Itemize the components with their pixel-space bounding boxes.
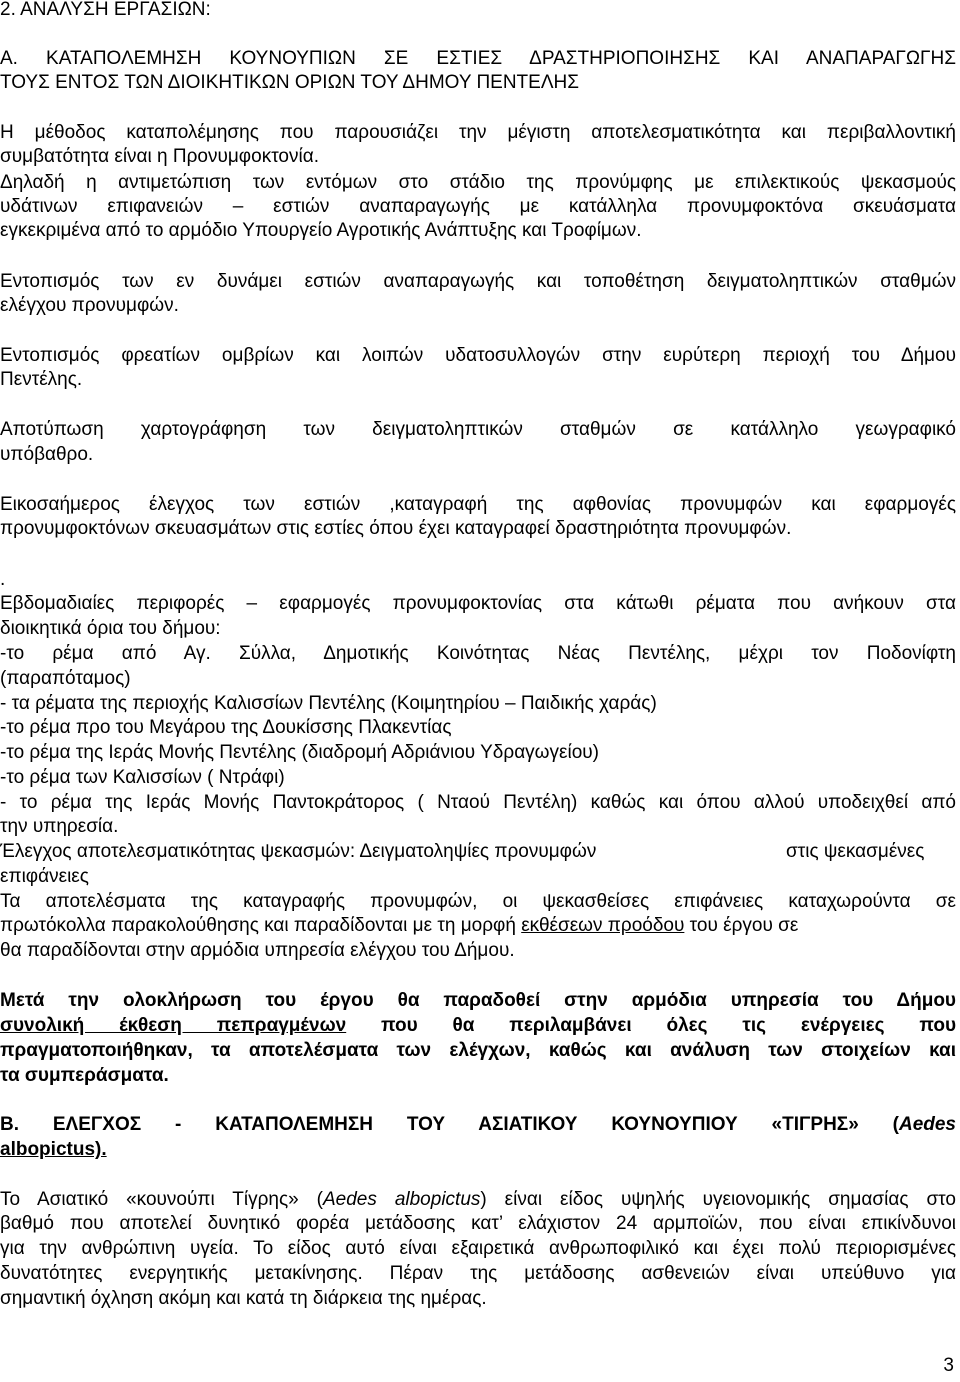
paragraph-line: Αποτύπωση χαρτογράφηση των δειγματοληπτικών σταθμών σε κατάλληλο γεωγραφικό <box>0 419 956 440</box>
paragraph-line: υπόβαθρο. <box>0 444 94 465</box>
paragraph-text: στις ψεκασμένες <box>786 841 925 862</box>
paragraph-line: Δηλαδή η αντιμετώπιση των εντόμων στο στάδιο της προνύμφης με επιλεκτικούς ψεκασμούς <box>0 172 956 193</box>
bold-text: που θα περιλαμβάνει όλες τις ενέργειες που <box>346 1015 956 1036</box>
species-name-italic: Aedes albopictus <box>323 1189 481 1210</box>
section-heading: 2. ΑΝΑΛΥΣΗ ΕΡΓΑΣΙΩΝ: <box>0 0 211 20</box>
underlined-text: εκθέσεων προόδου <box>521 915 685 936</box>
paragraph-line: Η μέθοδος καταπολέμησης που παρουσιάζει την μέγιστη αποτελεσματικότητα και περιβαλλοντική <box>0 122 956 143</box>
paragraph-line: συμβατότητα είναι η Προνυμφοκτονία. <box>0 146 319 167</box>
underlined-text: συνολική έκθεση πεπραγμένων <box>0 1015 347 1036</box>
section-a-title-line-1: Α. ΚΑΤΑΠΟΛΕΜΗΣΗ ΚΟΥΝΟΥΠΙΩΝ ΣΕ ΕΣΤΙΕΣ ΔΡΑΣΤΗΡΙΟΠΟΙΗΣΗΣ ΚΑΙ ΑΝΑΠΑΡΑΓΩΓΗΣ <box>0 48 956 69</box>
paragraph-line: δυνατότητες ενεργητικής μετακίνησης. Πέραν της μετάδοσης ασθενειών είναι υπεύθυνο για <box>0 1263 956 1284</box>
paragraph-line: βαθμό που αποτελεί δυνητικό φορέα μετάδοσης κατ’ ελάχιστον 24 αρμποϊών, που είναι επικίνδυνοι <box>0 1213 956 1234</box>
list-item: -το ρέμα προ του Μεγάρου της Δουκίσσης Πλακεντίας <box>0 717 452 738</box>
bold-paragraph-line: τα συμπεράσματα. <box>0 1065 169 1086</box>
species-name-italic: Aedes <box>898 1114 956 1135</box>
section-b-title-line-2: albopictus). <box>0 1139 107 1160</box>
paragraph-line: διοικητικά όρια του δήμου: <box>0 618 221 639</box>
list-item: (παραπόταμος) <box>0 668 131 689</box>
paragraph-line: ελέγχου προνυμφών. <box>0 295 179 316</box>
paragraph-line: υδάτινων επιφανειών – εστιών αναπαραγωγής με κατάλληλα προνυμφοκτόνα σκευάσματα <box>0 196 956 217</box>
paragraph-line: επιφάνειες <box>0 866 89 887</box>
paragraph-line: Εβδομαδιαίες περιφορές – εφαρμογές προνυμφοκτονίας στα κάτωθι ρέματα που ανήκουν στα <box>0 593 956 614</box>
paragraph-text: ) είναι είδος υψηλής υγειονομικής σημασίας στο <box>480 1189 956 1210</box>
bold-paragraph-line <box>0 1014 956 1038</box>
list-item: - το ρέμα της Ιεράς Μονής Παντοκράτορος ( Νταού Πεντέλη) καθώς και όπου αλλού υποδειχθεί από <box>0 792 956 813</box>
paragraph-line: για την ανθρώπινη υγεία. Το είδος αυτό είναι εξαιρετικά ανθρωποφιλικό και έχει πολύ περιορισμένες <box>0 1238 956 1259</box>
paragraph-line: εγκεκριμένα από το αρμόδιο Υπουργείο Αγροτικής Ανάπτυξης και Τροφίμων. <box>0 220 642 241</box>
list-item: -το ρέμα της Ιεράς Μονής Πεντέλης (διαδρομή Αδριάνιου Υδραγωγείου) <box>0 742 599 763</box>
paragraph-line: Εντοπισμός των εν δυνάμει εστιών αναπαραγωγής και τοποθέτηση δειγματοληπτικών σταθμών <box>0 271 956 292</box>
list-item: - τα ρέματα της περιοχής Καλισσίων Πεντέλης (Κοιμητηρίου – Παιδικής χαράς) <box>0 693 657 714</box>
paragraph-line: προνυμφοκτόνων σκευασμάτων στις εστίες όπου έχει καταγραφεί δραστηριότητα προνυμφών. <box>0 518 792 539</box>
list-item: την υπηρεσία. <box>0 816 119 837</box>
stray-dot: . <box>0 569 6 590</box>
paragraph-line: Τα αποτελέσματα της καταγραφής προνυμφών, οι ψεκασθείσες επιφάνειες καταχωρούντα σε <box>0 891 956 912</box>
list-item: -το ρέμα των Καλισσίων ( Ντράφι) <box>0 767 285 788</box>
bold-paragraph-line: Μετά την ολοκλήρωση του έργου θα παραδοθεί στην αρμόδια υπηρεσία του Δήμου <box>0 990 956 1011</box>
paragraph-text: του έργου σε <box>684 915 799 936</box>
list-item: -το ρέμα από Αγ. Σύλλα, Δημοτικής Κοινότητας Νέας Πεντέλης, μέχρι τον Ποδονίφτη <box>0 643 956 664</box>
paragraph-line <box>0 914 956 938</box>
paragraph-line: σημαντική όχληση ακόμη και κατά τη διάρκεια της ημέρας. <box>0 1288 487 1309</box>
section-b-title-line-1 <box>0 1113 956 1137</box>
bold-paragraph-line: πραγματοποιήθηκαν, τα αποτελέσματα των ελέγχων, καθώς και ανάλυση των στοιχείων και <box>0 1040 956 1061</box>
page-number: 3 <box>943 1355 954 1376</box>
paragraph-line: Πεντέλης. <box>0 369 83 390</box>
paragraph-text: Έλεγχος αποτελεσματικότητας ψεκασμών: Δειγματοληψίες προνυμφών <box>0 841 597 862</box>
paragraph-line: Εικοσαήμερος έλεγχος των εστιών ,καταγραφή της αφθονίας προνυμφών και εφαρμογές <box>0 494 956 515</box>
paragraph-text: Το Ασιατικό «κουνούπι Τίγρης» ( <box>0 1189 323 1210</box>
paragraph-line <box>0 1188 956 1212</box>
section-a-title-line-2: ΤΟΥΣ ΕΝΤΟΣ ΤΩΝ ΔΙΟΙΚΗΤΙΚΩΝ ΟΡΙΩΝ ΤΟΥ ΔΗΜΟΥ ΠΕΝΤΕΛΗΣ <box>0 72 579 93</box>
paragraph-text: πρωτόκολλα παρακολούθησης και παραδίδονται με τη μορφή <box>0 915 522 936</box>
section-b-title-text: Β. ΕΛΕΓΧΟΣ - ΚΑΤΑΠΟΛΕΜΗΣΗ ΤΟΥ ΑΣΙΑΤΙΚΟΥ ΚΟΥΝΟΥΠΙΟΥ «ΤΙΓΡΗΣ» ( <box>0 1114 899 1135</box>
paragraph-line <box>0 840 956 864</box>
paragraph-line: Εντοπισμός φρεατίων ομβρίων και λοιπών υδατοσυλλογών στην ευρύτερη περιοχή του Δήμου <box>0 345 956 366</box>
paragraph-line: θα παραδίδονται στην αρμόδια υπηρεσία ελέγχου του Δήμου. <box>0 940 515 961</box>
